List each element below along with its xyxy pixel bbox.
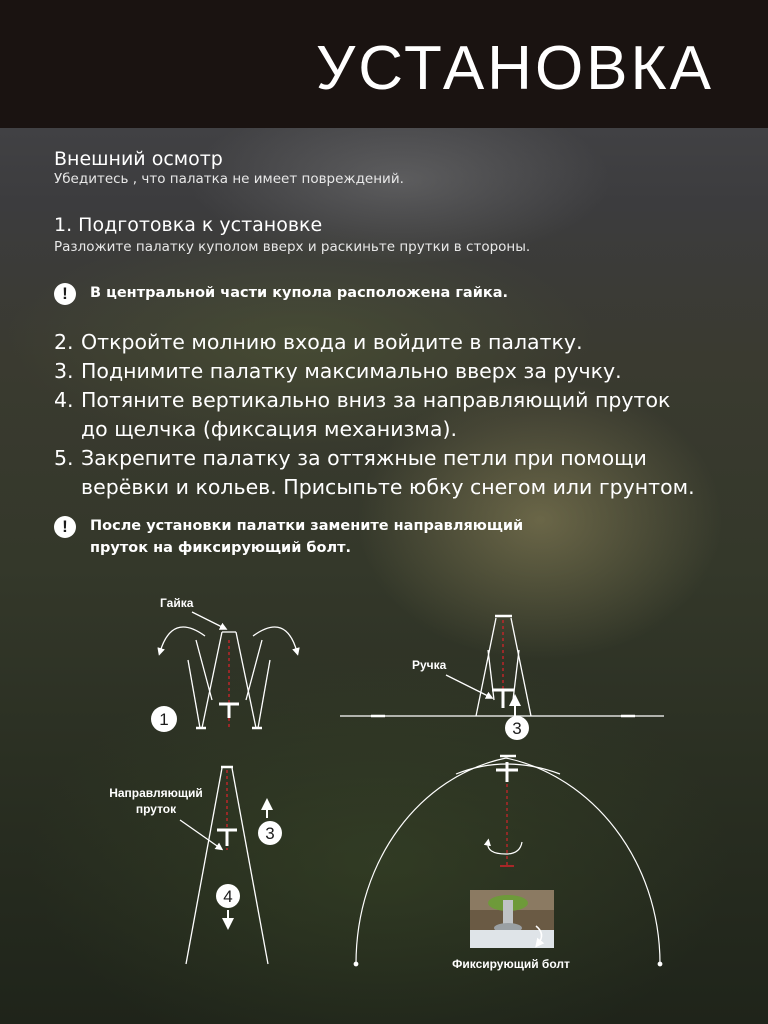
warning-note-text: В центральной части купола расположена гайка. — [90, 285, 509, 301]
step-badge-3 — [505, 700, 529, 740]
label-rod-line2: пруток — [135, 802, 177, 816]
step-item — [54, 357, 695, 386]
step-item — [54, 386, 695, 444]
step-number: 4. — [54, 388, 74, 412]
svg-text:3: 3 — [265, 824, 275, 843]
step-text: Поднимите палатку максимально вверх за ручку. — [81, 359, 622, 383]
exclamation-icon: ! — [54, 516, 76, 538]
step1-text: Разложите палатку куполом вверх и раскиньте прутки в стороны. — [54, 238, 531, 255]
figure-guiding-rod — [109, 767, 268, 964]
step-text: Откройте молнию входа и войдите в палатку. — [81, 330, 583, 354]
step-item — [54, 328, 695, 357]
step-badge-1 — [151, 706, 177, 732]
label-handle: Ручка — [412, 658, 447, 672]
page-title: УСТАНОВКА — [315, 34, 714, 103]
page-header — [0, 0, 768, 128]
inspection-section — [54, 148, 404, 188]
inspection-text: Убедитесь , что палатка не имеет повреждений. — [54, 170, 404, 187]
step-badge-3-up — [258, 804, 282, 845]
step-item — [54, 444, 695, 502]
label-rod-line1: Направляющий — [109, 786, 203, 800]
warning-note-text: После установки палатки замените направляющий пруток на фиксирующий болт. — [90, 518, 524, 557]
label-nut: Гайка — [160, 596, 194, 610]
installation-diagram — [0, 560, 768, 1024]
svg-text:1: 1 — [159, 710, 169, 729]
figure-folded-tent — [160, 596, 297, 728]
step-badge-4 — [216, 884, 240, 924]
steps-list — [54, 328, 695, 502]
step-number: 3. — [54, 359, 74, 383]
inspection-title: Внешний осмотр — [54, 148, 223, 170]
figure-raised-tent — [340, 616, 664, 716]
warning-note-nut — [54, 282, 508, 305]
step-number: 2. — [54, 330, 74, 354]
svg-text:3: 3 — [512, 719, 522, 738]
step-text: Закрепите палатку за оттяжные петли при помощи верёвки и кольев. Присыпьте юбку снегом или грунтом. — [81, 446, 695, 499]
warning-note-bolt — [54, 515, 523, 560]
svg-text:4: 4 — [223, 887, 233, 906]
step-number: 5. — [54, 446, 74, 470]
step-text: Потяните вертикально вниз за направляющий пруток до щелчка (фиксация механизма). — [81, 388, 671, 441]
step1-title: 1. Подготовка к установке — [54, 214, 323, 236]
exclamation-icon: ! — [54, 283, 76, 305]
step1-section — [54, 214, 530, 256]
label-fixing-bolt: Фиксирующий болт — [452, 957, 570, 971]
bolt-photo — [470, 890, 554, 948]
